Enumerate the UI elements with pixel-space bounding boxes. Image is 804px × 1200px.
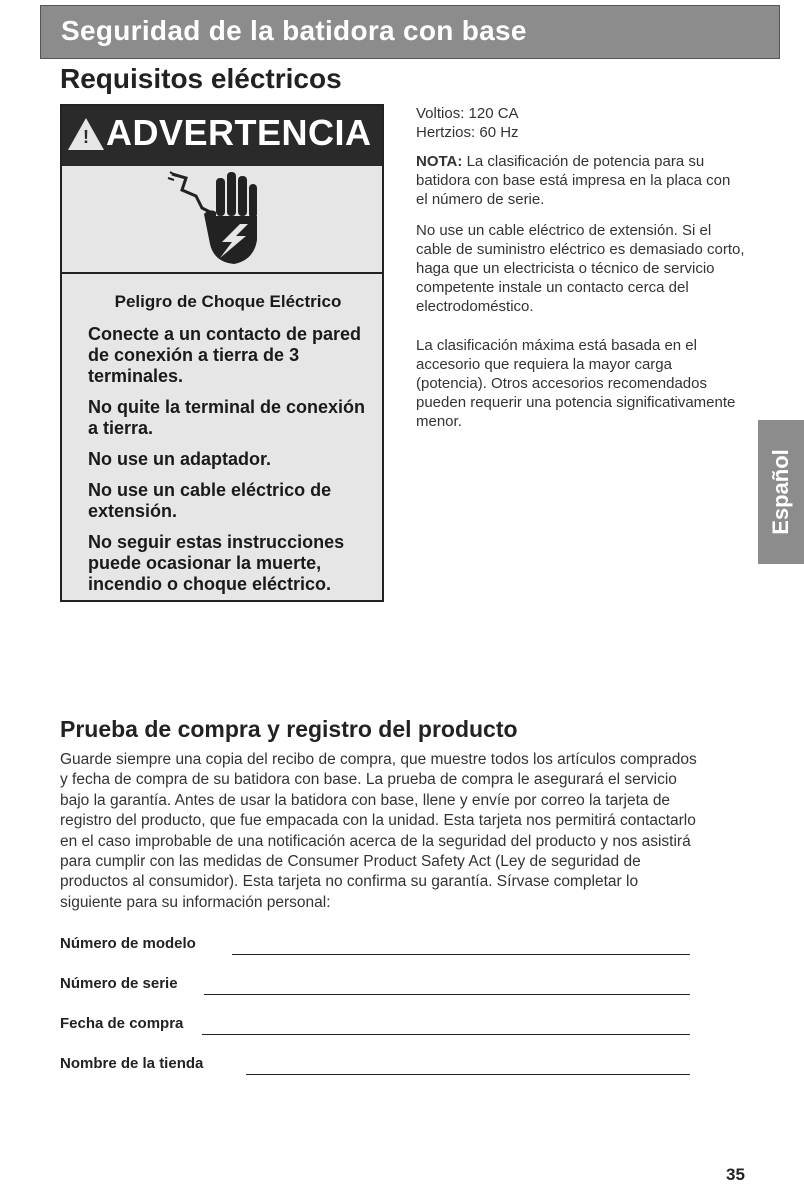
fill-line[interactable] (232, 954, 690, 955)
registration-body: Guarde siempre una copia del recibo de compra, que muestre todos los artículos comprados y fecha de compra de su batidora con base. La prueba de compra le asegurará el servicio bajo la garantía. Antes de usar la batidora con base, llene y envíe por correo la tarjeta de registro del producto, que fue empacada con la unidad. Esta tarjeta nos permitirá contactarlo en el caso improbable de una notificación acerca de la seguridad del producto y nos asistirá para cumplir con las medidas de Consumer Product Safety Act (Ley de seguridad de productos al consumidor). Esta tarjeta no confirma su garantía. Sírvase completar lo siguiente para su información personal: (60, 751, 697, 911)
rating-text: La clasificación máxima está basada en el accesorio que requiera la mayor carga (potencia). Otros accesorios recomendados pueden requerir una potencia significativamente menor. (416, 337, 736, 430)
warning-banner-title: ADVERTENCIA (106, 112, 372, 153)
warning-subtitle: Peligro de Choque Eléctrico (114, 292, 342, 311)
electrical-specs (416, 104, 746, 443)
fill-line[interactable] (204, 994, 690, 995)
voltage-text: Voltios: 120 CA (416, 105, 519, 122)
warning-item: No quite la terminal de conexión a tierra. (88, 397, 366, 438)
warning-banner (62, 106, 382, 166)
language-tab-label: Español (768, 449, 793, 535)
field-label: Nombre de la tienda (60, 1055, 204, 1072)
field-label: Número de serie (60, 975, 178, 992)
extension-text: No use un cable eléctrico de extensión. Si el cable de suministro eléctrico es demasiado corto, haga que un electricista o técnico de servicio competente instale un contacto cerca del electrodoméstico. (416, 222, 745, 315)
hertz-text: Hertzios: 60 Hz (416, 124, 519, 141)
note-label: NOTA: (416, 153, 463, 170)
warning-item: No use un cable eléctrico de extensión. (88, 480, 332, 521)
fill-line[interactable] (246, 1074, 690, 1075)
warning-box (60, 104, 384, 602)
field-label: Número de modelo (60, 935, 196, 952)
header-bar (40, 5, 780, 59)
field-store-name (60, 1055, 690, 1079)
warning-item: Conecte a un contacto de pared de conexión a tierra de 3 terminales. (88, 324, 362, 386)
shock-hazard-icon (64, 168, 380, 270)
warning-content (88, 292, 368, 605)
warning-item: No seguir estas instrucciones puede ocasionar la muerte, incendio o choque eléctrico. (88, 532, 345, 594)
field-purchase-date (60, 1015, 690, 1039)
section-title-registration: Prueba de compra y registro del producto (60, 716, 518, 742)
fill-line[interactable] (202, 1034, 690, 1035)
language-tab (758, 420, 804, 564)
field-model-number (60, 935, 690, 959)
header-title: Seguridad de la batidora con base (61, 15, 527, 46)
field-label: Fecha de compra (60, 1015, 184, 1032)
page-number: 35 (726, 1165, 745, 1184)
warning-item: No use un adaptador. (88, 449, 272, 469)
note-text: La clasificación de potencia para su batidora con base está impresa en la placa con el número de serie. (416, 153, 731, 208)
section-title-electrical: Requisitos eléctricos (60, 63, 342, 94)
field-serial-number (60, 975, 690, 999)
exclamation-icon: ! (83, 127, 89, 147)
warning-divider (62, 272, 382, 274)
